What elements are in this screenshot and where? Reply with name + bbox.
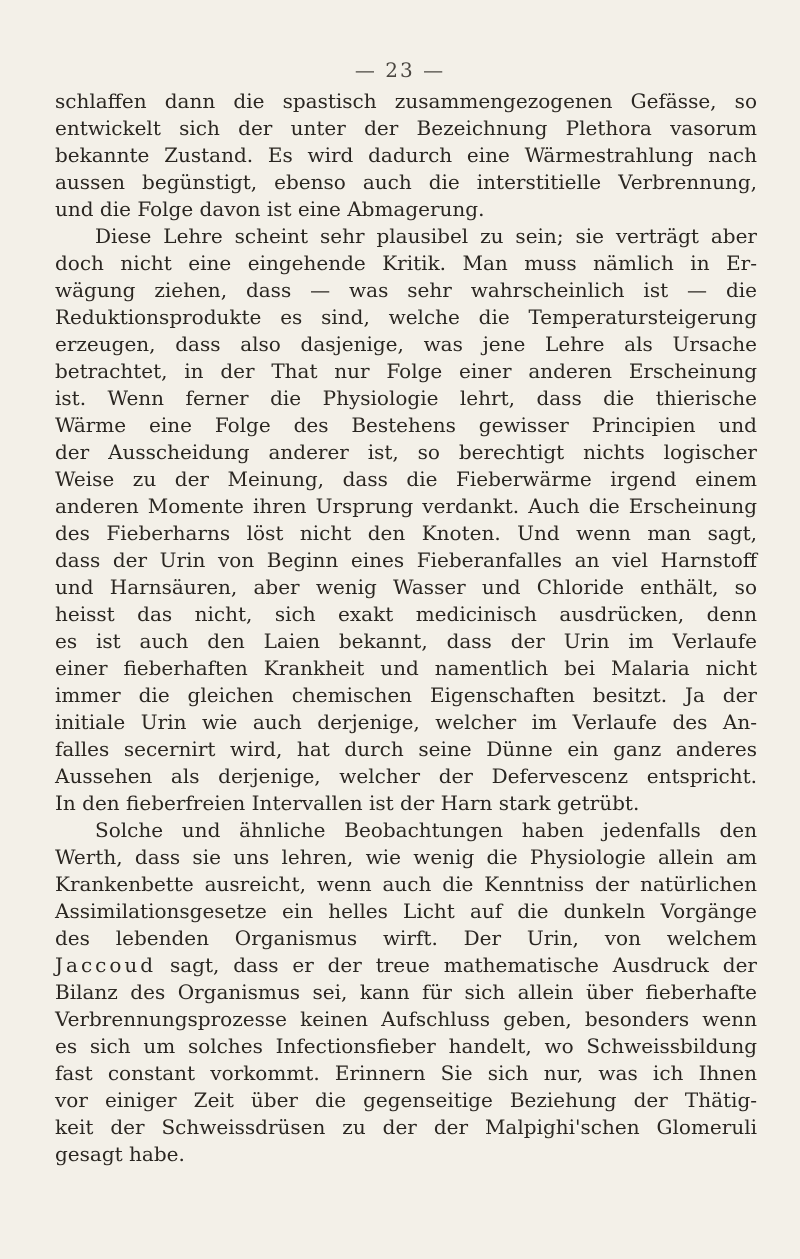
text-line: aussen begünstigt, ebenso auch die interstitielle Verbrennung, <box>55 170 757 194</box>
text-line: fast constant vorkommt. Erinnern Sie sich nur, was ich Ihnen <box>55 1061 757 1085</box>
text-line: Krankenbette ausreicht, wenn auch die Kenntniss der natürlichen <box>55 872 757 896</box>
text-line: wägung ziehen, dass — was sehr wahrscheinlich ist — die <box>55 278 757 302</box>
text-line: anderen Momente ihren Ursprung verdankt. Auch die Erscheinung <box>55 494 757 518</box>
text-line: ist. Wenn ferner die Physiologie lehrt, dass die thierische <box>55 386 757 410</box>
text-line: erzeugen, dass also dasjenige, was jene Lehre als Ursache <box>55 332 757 356</box>
text-line: Weise zu der Meinung, dass die Fieberwärme irgend einem <box>55 467 757 491</box>
text-line: doch nicht eine eingehende Kritik. Man muss nämlich in Er- <box>55 251 757 275</box>
text-line: des lebenden Organismus wirft. Der Urin, von welchem <box>55 926 757 950</box>
text-line: es ist auch den Laien bekannt, dass der Urin im Verlaufe <box>55 629 757 653</box>
text-line: bekannte Zustand. Es wird dadurch eine Wärmestrahlung nach <box>55 143 757 167</box>
text-line: initiale Urin wie auch derjenige, welcher im Verlaufe des An- <box>55 710 757 734</box>
text-line: Assimilationsgesetze ein helles Licht auf die dunkeln Vorgänge <box>55 899 757 923</box>
text-line: Aussehen als derjenige, welcher der Defervescenz entspricht. <box>55 764 757 788</box>
text-line: In den fieberfreien Intervallen ist der Harn stark getrübt. <box>55 791 640 815</box>
text-line: einer fieberhaften Krankheit und namentlich bei Malaria nicht <box>55 656 757 680</box>
text-line: Solche und ähnliche Beobachtungen haben jedenfalls den <box>95 818 757 842</box>
body-text <box>55 88 757 1168</box>
text-line: heisst das nicht, sich exakt medicinisch ausdrücken, denn <box>55 602 757 626</box>
text-line <box>55 952 757 979</box>
page-number: — 23 — <box>354 58 446 82</box>
text-line: gesagt habe. <box>55 1142 185 1166</box>
text-line: Werth, dass sie uns lehren, wie wenig die Physiologie allein am <box>55 845 757 869</box>
text-line: Verbrennungsprozesse keinen Aufschluss geben, besonders wenn <box>55 1007 757 1031</box>
text-line-rest: sagt, dass er der treue mathematische Ausdruck der <box>156 953 757 977</box>
text-line: vor einiger Zeit über die gegenseitige Beziehung der Thätig- <box>55 1088 757 1112</box>
text-line: Reduktionsprodukte es sind, welche die Temperatursteigerung <box>55 305 757 329</box>
text-line: entwickelt sich der unter der Bezeichnung Plethora vasorum <box>55 116 757 140</box>
text-line: des Fieberharns löst nicht den Knoten. Und wenn man sagt, <box>55 521 757 545</box>
text-line: der Ausscheidung anderer ist, so berechtigt nichts logischer <box>55 440 757 464</box>
text-line: betrachtet, in der That nur Folge einer anderen Erscheinung <box>55 359 757 383</box>
text-line: keit der Schweissdrüsen zu der der Malpighi'schen Glomeruli <box>55 1115 757 1139</box>
text-line: dass der Urin von Beginn eines Fieberanfalles an viel Harnstoff <box>55 548 757 572</box>
text-line: Wärme eine Folge des Bestehens gewisser Principien und <box>55 413 757 437</box>
text-line: immer die gleichen chemischen Eigenschaften besitzt. Ja der <box>55 683 757 707</box>
text-line: Diese Lehre scheint sehr plausibel zu sein; sie verträgt aber <box>95 224 757 248</box>
author-name: Jaccoud <box>55 953 157 977</box>
text-line: schlaffen dann die spastisch zusammengezogenen Gefässe, so <box>55 89 757 113</box>
text-line: es sich um solches Infectionsfieber handelt, wo Schweissbildung <box>55 1034 757 1058</box>
text-line: und Harnsäuren, aber wenig Wasser und Chloride enthält, so <box>55 575 757 599</box>
text-line: falles secernirt wird, hat durch seine Dünne ein ganz anderes <box>55 737 757 761</box>
text-line: Bilanz des Organismus sei, kann für sich allein über fieberhafte <box>55 980 757 1004</box>
text-line: und die Folge davon ist eine Abmagerung. <box>55 197 485 221</box>
